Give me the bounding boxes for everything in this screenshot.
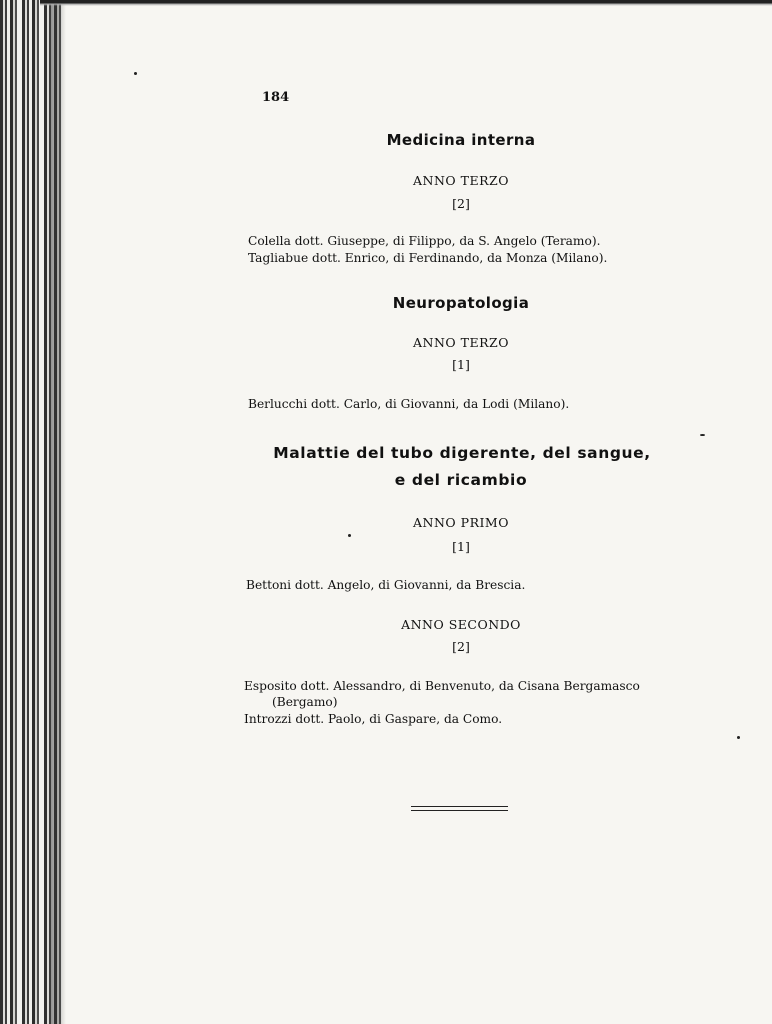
- section-title-malattie-line2: e del ricambio: [394, 471, 528, 489]
- count-label-primo: [1]: [452, 539, 470, 554]
- section-title-malattie-line1: Malattie del tubo digerente, del sangue,: [273, 444, 651, 462]
- count-label-neuro: [1]: [452, 357, 470, 372]
- entry-bettoni: Bettoni dott. Angelo, di Giovanni, da Brescia.: [246, 578, 526, 592]
- page-number: 184: [262, 90, 290, 105]
- year-label-neuro: ANNO TERZO: [413, 335, 509, 350]
- end-rule: [411, 806, 508, 811]
- section-title-medicina-interna: Medicina interna: [386, 131, 536, 149]
- entry-esposito-continued: (Bergamo): [272, 695, 338, 709]
- scan-speck: [700, 434, 705, 436]
- scan-speck: [348, 534, 351, 537]
- entry-colella: Colella dott. Giuseppe, di Filippo, da S. Angelo (Teramo).: [248, 234, 601, 248]
- entry-tagliabue: Tagliabue dott. Enrico, di Ferdinando, da Monza (Milano).: [248, 251, 608, 265]
- scan-speck: [134, 72, 137, 75]
- year-label-primo: ANNO PRIMO: [413, 515, 509, 530]
- page-top-edge: [40, 0, 772, 6]
- year-label-medicina: ANNO TERZO: [413, 173, 509, 188]
- year-label-secondo: ANNO SECONDO: [401, 617, 521, 632]
- binding-shadow: [50, 0, 66, 1024]
- entry-esposito: Esposito dott. Alessandro, di Benvenuto, da Cisana Bergamasco: [244, 679, 640, 693]
- entry-introzzi: Introzzi dott. Paolo, di Gaspare, da Como.: [244, 712, 503, 726]
- entry-berlucchi: Berlucchi dott. Carlo, di Giovanni, da Lodi (Milano).: [248, 397, 570, 411]
- section-title-neuropatologia: Neuropatologia: [392, 294, 530, 312]
- count-label-secondo: [2]: [452, 639, 470, 654]
- count-label-medicina: [2]: [452, 196, 470, 211]
- scan-speck: [737, 736, 740, 739]
